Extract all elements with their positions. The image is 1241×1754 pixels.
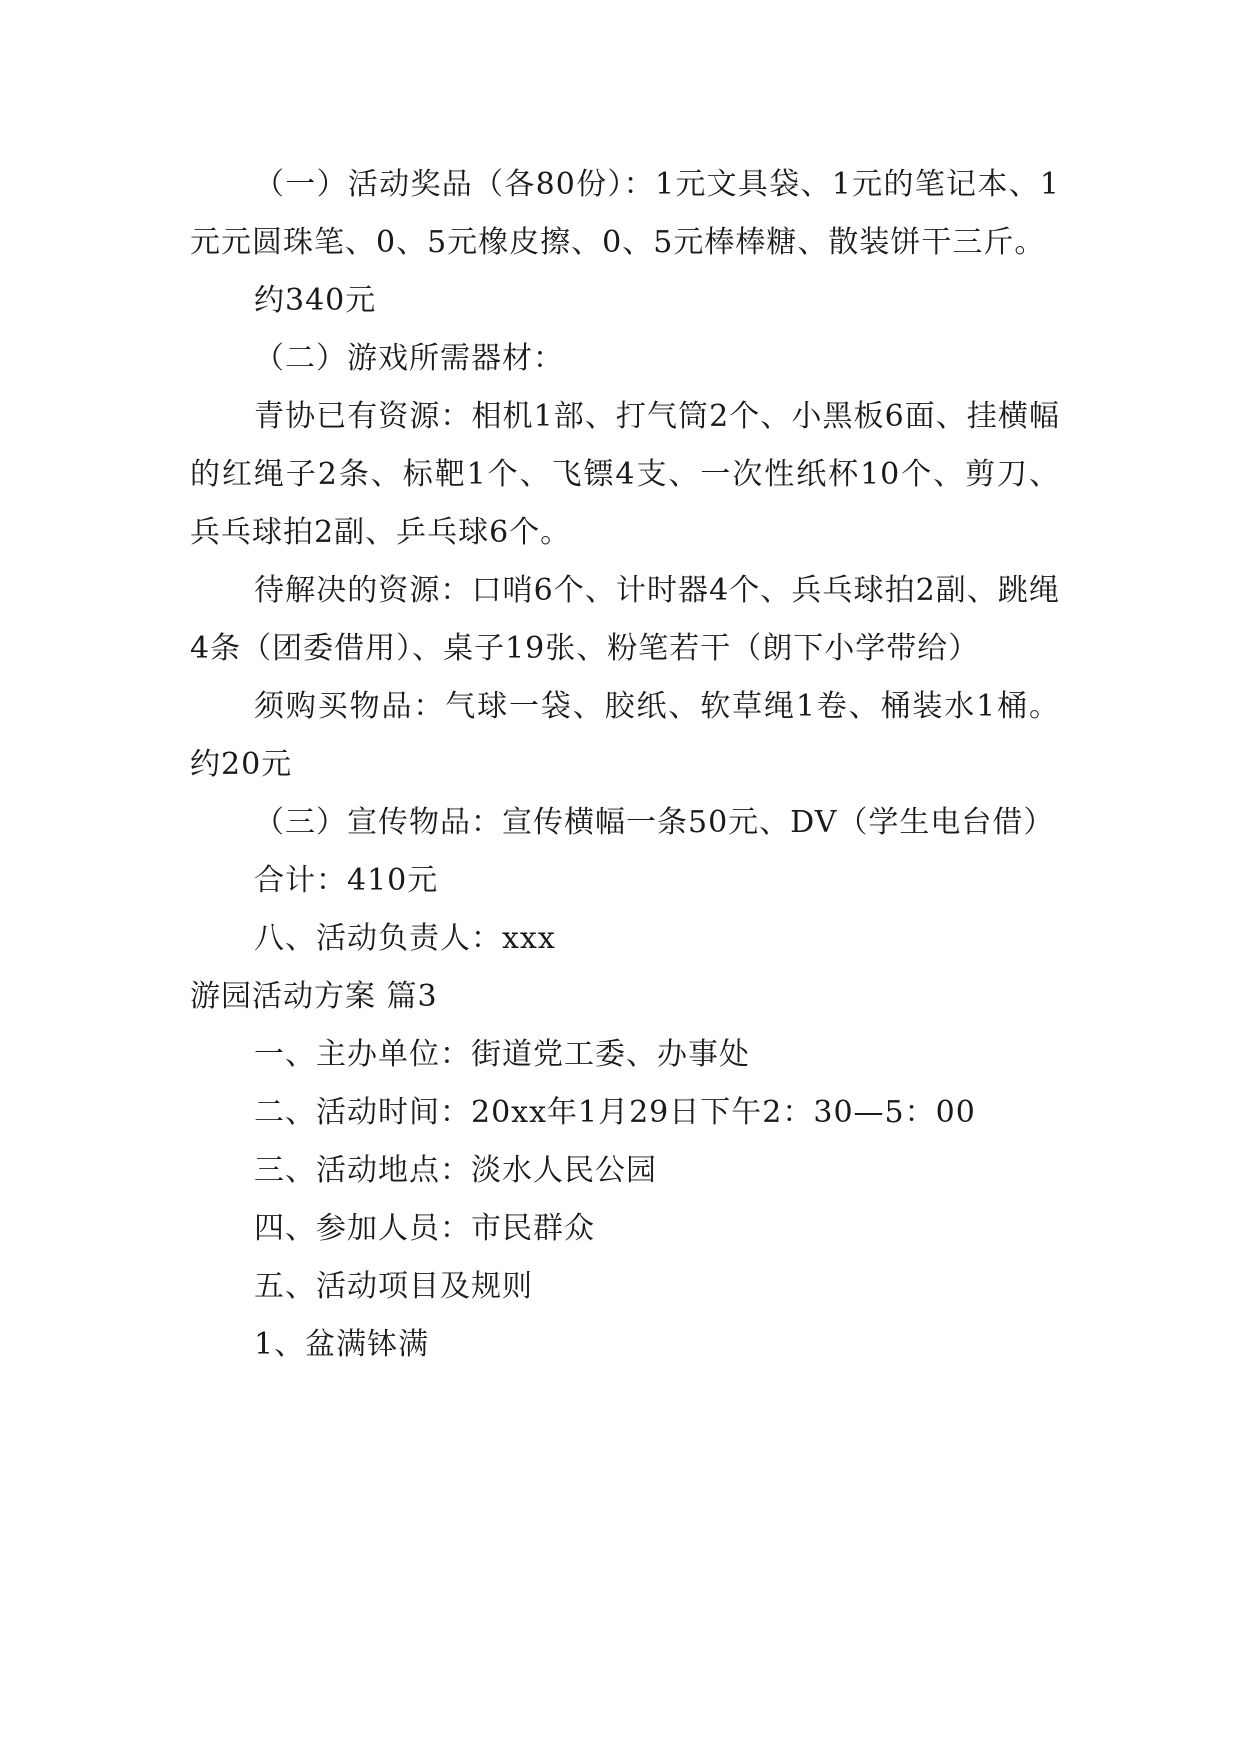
location-line: 三、活动地点：淡水人民公园 [254, 1153, 657, 1188]
document-body [190, 156, 1060, 1374]
purchase-items-paragraph: 须购买物品：气球一袋、胶纸、软草绳1卷、桶装水1桶。约20元 [190, 689, 1060, 782]
person-in-charge: 八、活动负责人：xxx [254, 921, 556, 956]
existing-resources-paragraph: 青协已有资源：相机1部、打气筒2个、小黑板6面、挂横幅的红绳子2条、标靶1个、飞镖4支、一次性纸杯10个、剪刀、兵乓球拍2副、乒乓球6个。 [190, 399, 1060, 550]
participants-line: 四、参加人员：市民群众 [254, 1211, 595, 1246]
prizes-cost: 约340元 [254, 283, 377, 318]
total-cost: 合计：410元 [254, 863, 439, 898]
pending-resources-paragraph: 待解决的资源：口哨6个、计时器4个、兵乓球拍2副、跳绳4条（团委借用）、桌子19张、粉笔若干（朗下小学带给） [190, 573, 1060, 666]
activities-heading: 五、活动项目及规则 [254, 1269, 533, 1304]
organizer-line: 一、主办单位：街道党工委、办事处 [254, 1037, 750, 1072]
activity-item-1: 1、盆满钵满 [254, 1327, 430, 1362]
prizes-paragraph: （一）活动奖品（各80份）：1元文具袋、1元的笔记本、1元元圆珠笔、0、5元橡皮擦、0、5元棒棒糖、散装饼干三斤。 [190, 167, 1060, 260]
time-line: 二、活动时间：20xx年1月29日下午2：30—5：00 [254, 1095, 976, 1130]
publicity-items-paragraph: （三）宣传物品：宣传横幅一条50元、DV（学生电台借） [254, 805, 1055, 840]
section-title: 游园活动方案 篇3 [190, 979, 438, 1014]
equipment-heading: （二）游戏所需器材： [254, 341, 564, 376]
